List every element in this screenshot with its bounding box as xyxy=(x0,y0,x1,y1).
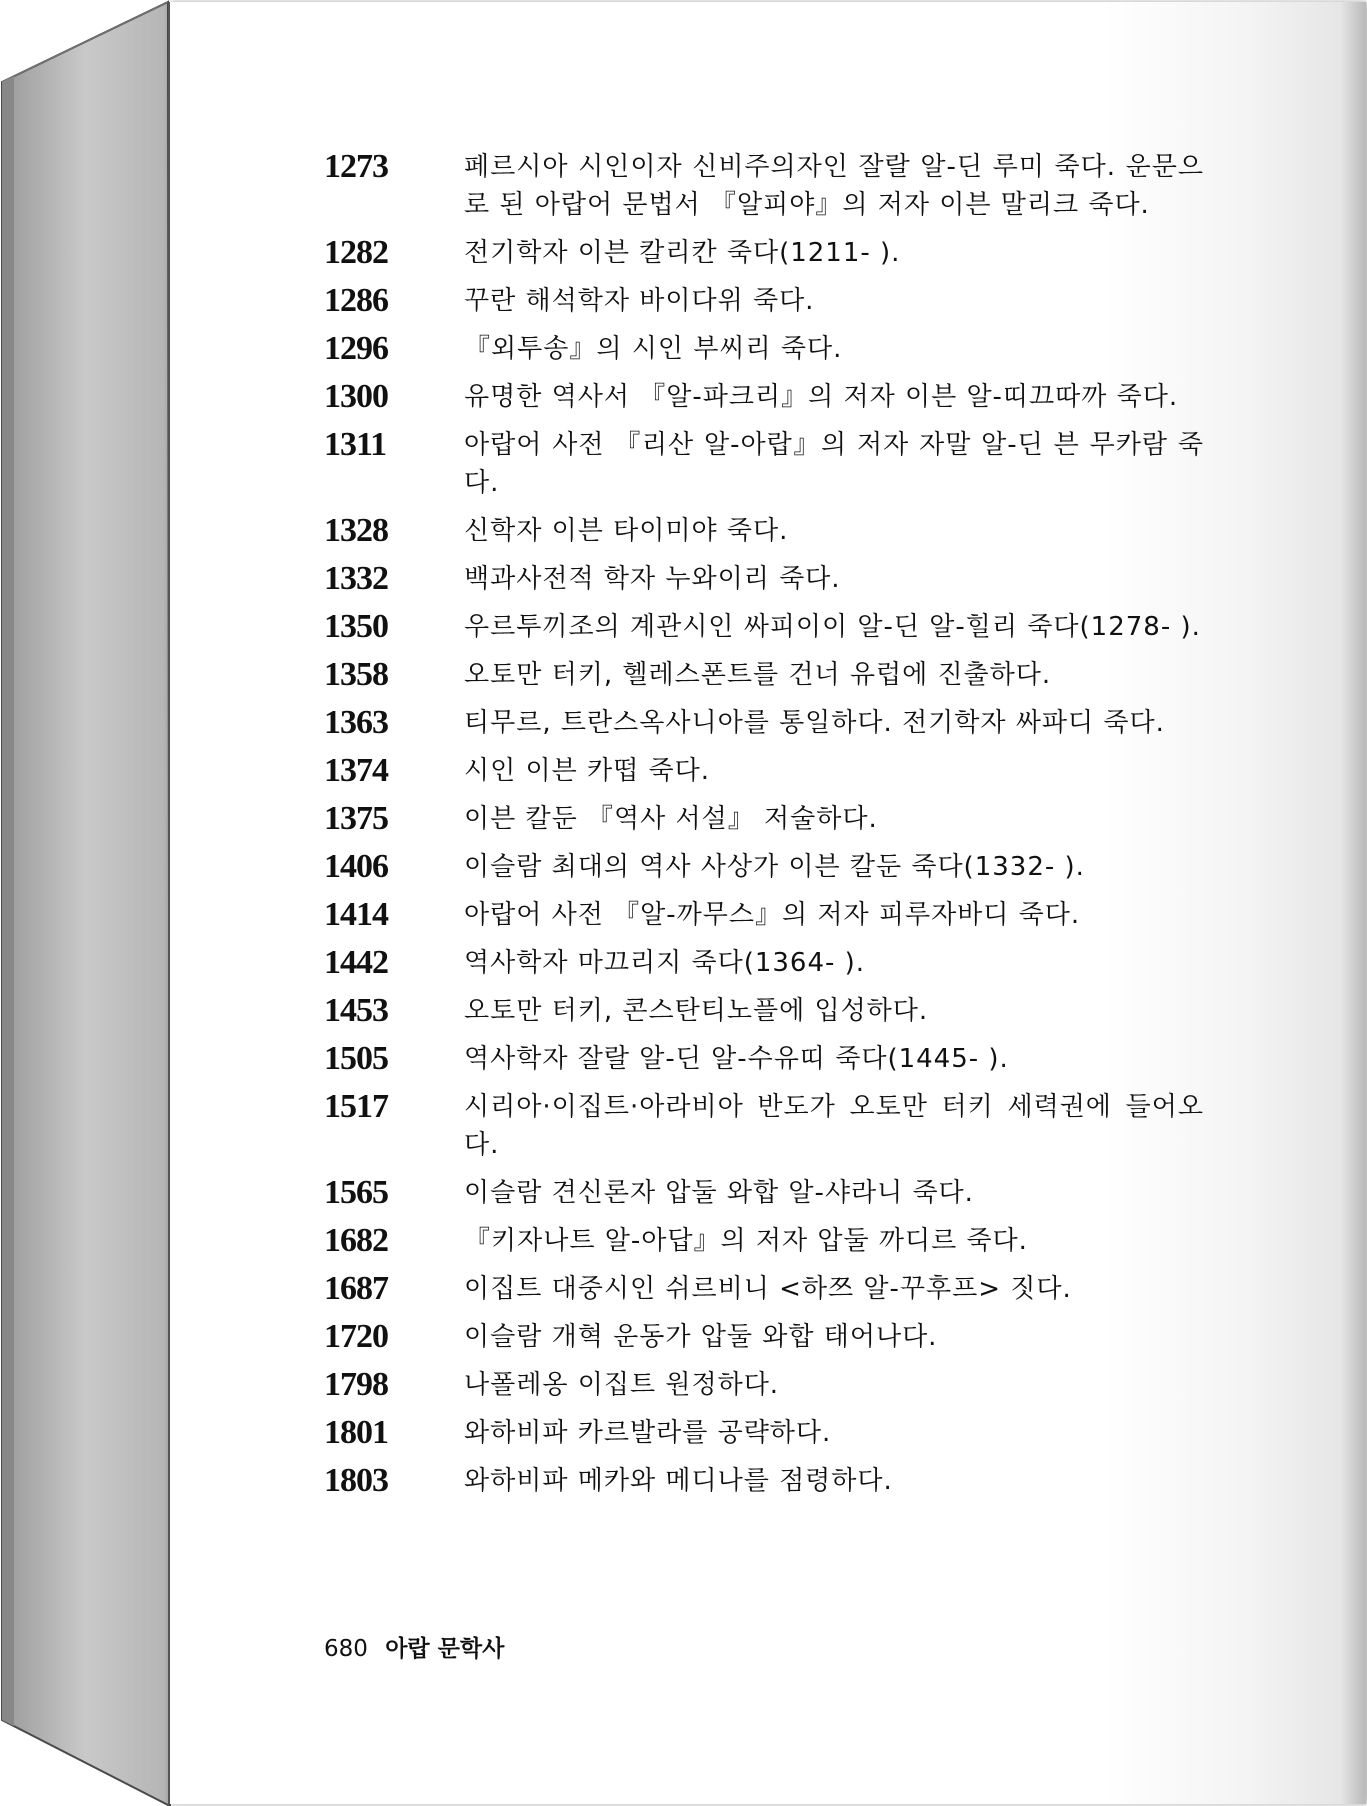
chronology-entry xyxy=(324,944,1204,982)
entry-year: 1798 xyxy=(324,1366,388,1403)
entry-year: 1311 xyxy=(324,426,387,463)
entry-event: 나폴레옹 이집트 원정하다. xyxy=(464,1370,780,1400)
entry-event: 시리아·이집트·아라비아 반도가 오토만 터키 세력권에 들어오다. xyxy=(464,1092,1204,1160)
entry-event: 티무르, 트란스옥사니아를 통일하다. 전기학자 싸파디 죽다. xyxy=(464,708,1165,738)
entry-year: 1801 xyxy=(324,1414,388,1451)
entry-year: 1286 xyxy=(324,282,388,319)
chronology-entry xyxy=(324,234,1204,272)
chronology-list xyxy=(324,148,1204,1510)
chronology-entry xyxy=(324,148,1204,224)
page xyxy=(168,2,1366,1804)
entry-year: 1803 xyxy=(324,1462,388,1499)
entry-year: 1505 xyxy=(324,1040,388,1077)
entry-event: 『외투송』의 시인 부씨리 죽다. xyxy=(464,334,843,364)
entry-event: 신학자 이븐 타이미야 죽다. xyxy=(464,516,789,546)
entry-year: 1296 xyxy=(324,330,388,367)
chronology-entry xyxy=(324,282,1204,320)
chronology-entry xyxy=(324,992,1204,1030)
entry-year: 1332 xyxy=(324,560,388,597)
entry-year: 1406 xyxy=(324,848,388,885)
page-number: 680 xyxy=(324,1636,368,1662)
entry-event: 오토만 터키, 헬레스폰트를 건너 유럽에 진출하다. xyxy=(464,660,1052,690)
chronology-entry xyxy=(324,378,1204,416)
entry-year: 1374 xyxy=(324,752,388,789)
entry-event: 와하비파 카르발라를 공략하다. xyxy=(464,1418,832,1448)
entry-year: 1300 xyxy=(324,378,388,415)
chronology-entry xyxy=(324,330,1204,368)
entry-event: 오토만 터키, 콘스탄티노플에 입성하다. xyxy=(464,996,929,1026)
chronology-entry xyxy=(324,752,1204,790)
entry-year: 1273 xyxy=(324,148,388,185)
chronology-entry xyxy=(324,1462,1204,1500)
chronology-entry xyxy=(324,848,1204,886)
chronology-entry xyxy=(324,1222,1204,1260)
chronology-entry xyxy=(324,1318,1204,1356)
entry-event: 우르투끼조의 계관시인 싸피이이 알-딘 알-힐리 죽다(1278- ). xyxy=(464,612,1201,642)
entry-event: 전기학자 이븐 칼리칸 죽다(1211- ). xyxy=(464,238,901,268)
book-title: 아랍 문학사 xyxy=(385,1636,505,1662)
entry-year: 1328 xyxy=(324,512,388,549)
entry-event: 역사학자 잘랄 알-딘 알-수유띠 죽다(1445- ). xyxy=(464,1044,1009,1074)
entry-year: 1442 xyxy=(324,944,388,981)
entry-year: 1363 xyxy=(324,704,388,741)
entry-year: 1687 xyxy=(324,1270,388,1307)
chronology-entry xyxy=(324,704,1204,742)
chronology-entry xyxy=(324,1366,1204,1404)
entry-event: 백과사전적 학자 누와이리 죽다. xyxy=(464,564,841,594)
entry-event: 이슬람 최대의 역사 사상가 이븐 칼둔 죽다(1332- ). xyxy=(464,852,1085,882)
entry-event: 꾸란 해석학자 바이다위 죽다. xyxy=(464,286,815,316)
entry-year: 1375 xyxy=(324,800,388,837)
page-edge-shadow xyxy=(1340,2,1366,1804)
entry-event: 이집트 대중시인 쉬르비니 <하쯔 알-꾸후프> 짓다. xyxy=(464,1274,1072,1304)
chronology-entry xyxy=(324,426,1204,502)
chronology-entry xyxy=(324,800,1204,838)
chronology-entry xyxy=(324,1414,1204,1452)
entry-year: 1282 xyxy=(324,234,388,271)
entry-year: 1453 xyxy=(324,992,388,1029)
entry-event: 페르시아 시인이자 신비주의자인 잘랄 알-딘 루미 죽다. 운문으로 된 아랍어 문법서 『알피야』의 저자 이븐 말리크 죽다. xyxy=(464,152,1204,220)
entry-event: 이슬람 개혁 운동가 압둘 와합 태어나다. xyxy=(464,1322,938,1352)
chronology-entry xyxy=(324,1270,1204,1308)
page-footer xyxy=(324,1630,504,1663)
chronology-entry xyxy=(324,1040,1204,1078)
entry-year: 1358 xyxy=(324,656,388,693)
entry-year: 1682 xyxy=(324,1222,388,1259)
entry-year: 1517 xyxy=(324,1088,388,1125)
entry-event: 『키자나트 알-아답』의 저자 압둘 까디르 죽다. xyxy=(464,1226,1028,1256)
entry-event: 아랍어 사전 『리산 알-아랍』의 저자 자말 알-딘 븐 무카람 죽다. xyxy=(464,430,1204,498)
chronology-entry xyxy=(324,656,1204,694)
entry-event: 시인 이븐 카떱 죽다. xyxy=(464,756,710,786)
chronology-entry xyxy=(324,608,1204,646)
entry-year: 1414 xyxy=(324,896,388,933)
book-spine xyxy=(0,0,175,1806)
chronology-entry xyxy=(324,1088,1204,1164)
chronology-entry xyxy=(324,1174,1204,1212)
entry-year: 1720 xyxy=(324,1318,388,1355)
chronology-entry xyxy=(324,560,1204,598)
entry-event: 유명한 역사서 『알-파크리』의 저자 이븐 알-띠끄따까 죽다. xyxy=(464,382,1179,412)
chronology-entry xyxy=(324,896,1204,934)
entry-year: 1350 xyxy=(324,608,388,645)
entry-event: 아랍어 사전 『알-까무스』의 저자 피루자바디 죽다. xyxy=(464,900,1081,930)
entry-event: 와하비파 메카와 메디나를 점령하다. xyxy=(464,1466,893,1496)
entry-event: 역사학자 마끄리지 죽다(1364- ). xyxy=(464,948,866,978)
entry-event: 이슬람 견신론자 압둘 와합 알-샤라니 죽다. xyxy=(464,1178,974,1208)
chronology-entry xyxy=(324,512,1204,550)
entry-year: 1565 xyxy=(324,1174,388,1211)
entry-event: 이븐 칼둔 『역사 서설』 저술하다. xyxy=(464,804,878,834)
